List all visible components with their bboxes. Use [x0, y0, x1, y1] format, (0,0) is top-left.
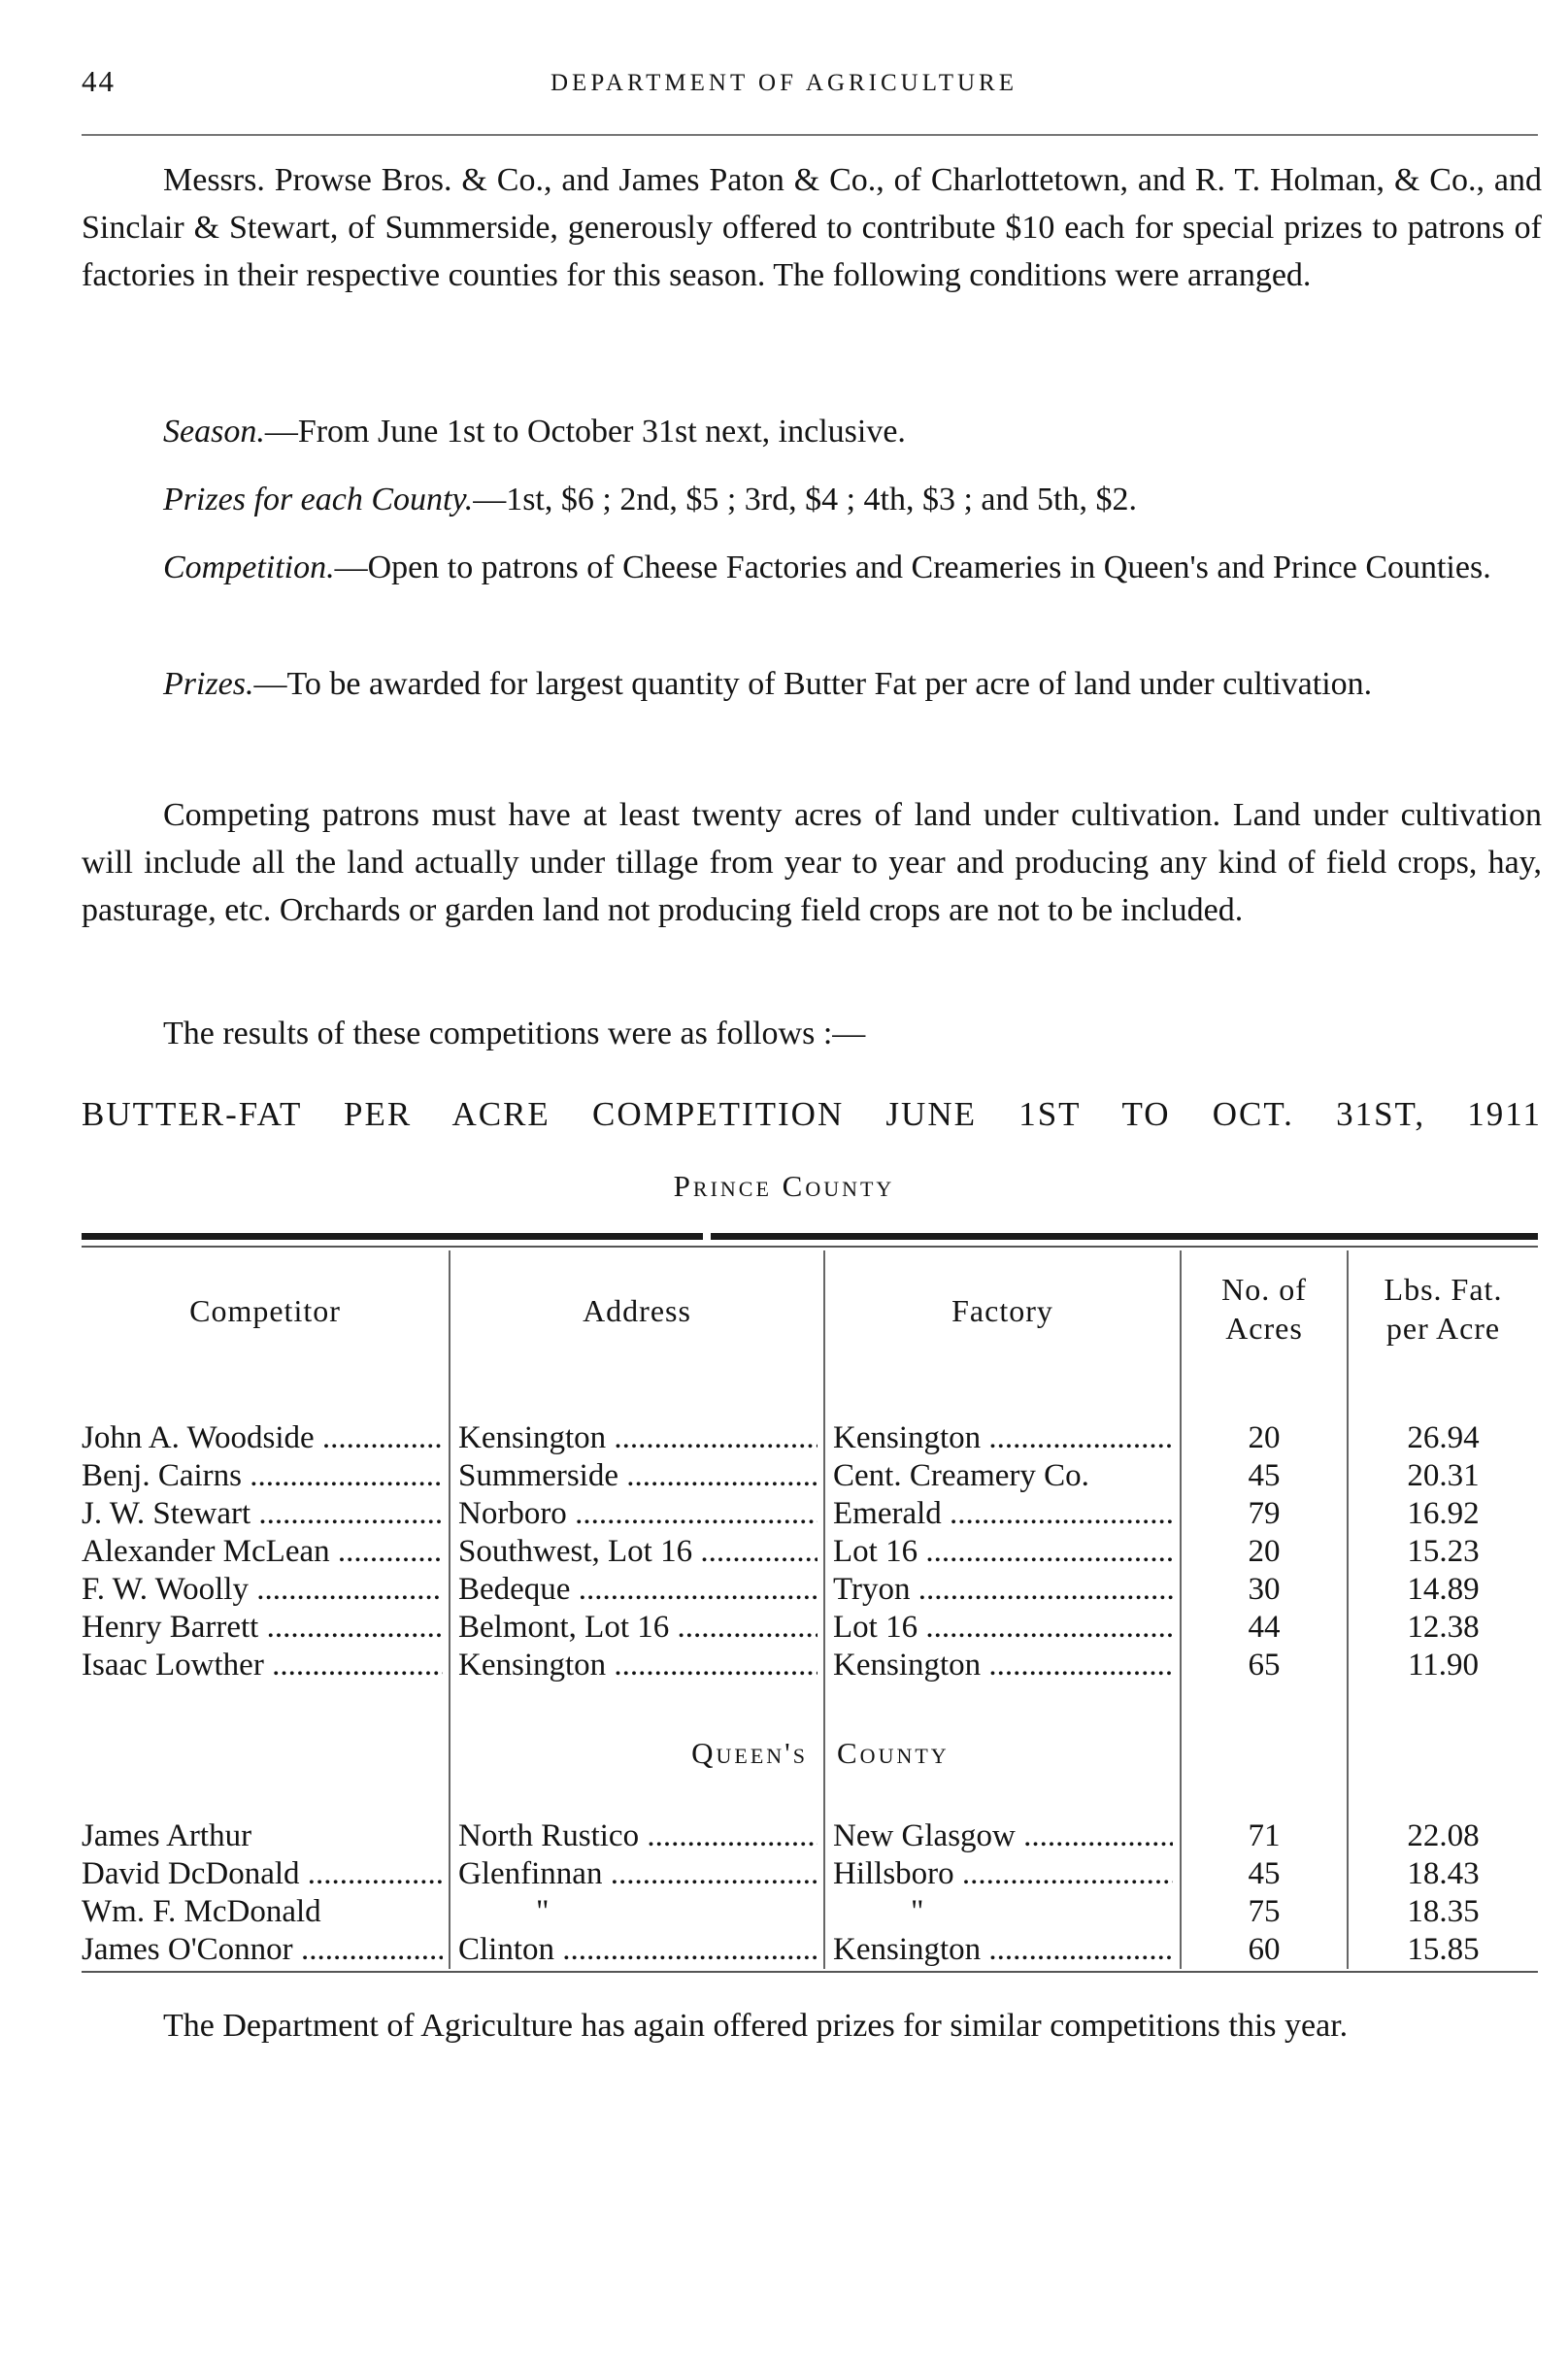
table-bottom-rule [82, 1971, 1538, 1973]
cell-address: Bedeque ..... [458, 1571, 817, 1609]
cell-competitor: J. W. Stewart ..... [82, 1495, 443, 1533]
running-title: DEPARTMENT OF AGRICULTURE [550, 70, 1018, 96]
cell-factory-ditto: " [911, 1894, 924, 1929]
cell-address: North Rustico ..... [458, 1817, 817, 1855]
cell-address: Norboro ..... [458, 1495, 817, 1533]
cell-lbs: 18.35 [1407, 1894, 1480, 1929]
cell-address: Kensington ..... [458, 1419, 817, 1457]
condition-text: —Open to patrons of Cheese Factories and Creameries in Queen's and Prince Counties. [334, 550, 1491, 585]
cell-lbs: 16.92 [1407, 1496, 1480, 1531]
condition-text: —1st, $6 ; 2nd, $5 ; 3rd, $4 ; 4th, $3 ; and 5th, $2. [473, 482, 1137, 517]
cell-factory: Lot 16 ..... [833, 1533, 1173, 1571]
cell-address: Southwest, Lot 16 ..... [458, 1533, 817, 1571]
cell-factory: Hillsboro ..... [833, 1855, 1173, 1893]
closing-paragraph: The Department of Agriculture has again offered prizes for similar competitions this year. [163, 2008, 1349, 2044]
condition-text: —To be awarded for largest quantity of Butter Fat per acre of land under cultivation. [253, 666, 1373, 702]
cell-lbs: 15.23 [1407, 1534, 1480, 1569]
col-header-lbs-line: Lbs. Fat. [1384, 1272, 1503, 1307]
col-header-address: Address [583, 1293, 691, 1328]
cell-acres: 45 [1248, 1458, 1281, 1493]
county-heading-queens: Queen's [691, 1736, 808, 1770]
cell-address: Summerside ..... [458, 1457, 817, 1495]
column-divider [449, 1250, 450, 1969]
cell-address: Kensington ..... [458, 1647, 817, 1684]
condition-competition [82, 544, 1542, 591]
cell-factory: Kensington ..... [833, 1931, 1173, 1969]
cell-competitor: Alexander McLean ..... [82, 1533, 443, 1571]
col-header-lbs-line: per Acre [1385, 1311, 1501, 1346]
condition-label: Prizes. [163, 666, 254, 702]
cell-competitor: John A. Woodside ..... [82, 1419, 443, 1457]
condition-label: Season. [163, 414, 265, 450]
table-top-rule [711, 1233, 1538, 1240]
cell-factory: Tryon ..... [833, 1571, 1173, 1609]
cell-acres: 30 [1248, 1572, 1281, 1607]
condition-label: Competition. [163, 550, 335, 585]
cell-lbs: 11.90 [1407, 1648, 1480, 1683]
cell-factory: New Glasgow ..... [833, 1817, 1173, 1855]
table-title: BUTTER-FAT PER ACRE COMPETITION JUNE 1ST TO OCT. 31ST, 1911 [82, 1095, 1542, 1133]
cell-acres: 20 [1248, 1534, 1281, 1569]
condition-prizes-per-county [82, 476, 1542, 523]
col-header-acres-line: No. of [1221, 1272, 1307, 1307]
cell-acres: 44 [1248, 1610, 1281, 1645]
cell-acres: 75 [1248, 1894, 1281, 1929]
cell-competitor: Wm. F. McDonald [82, 1894, 321, 1929]
cell-acres: 79 [1248, 1496, 1281, 1531]
condition-label: Prizes for each County. [163, 482, 474, 517]
cell-competitor: James O'Connor ..... [82, 1931, 443, 1969]
table-top-rule [82, 1233, 703, 1240]
cell-factory: Emerald ..... [833, 1495, 1173, 1533]
intro-paragraph: Messrs. Prowse Bros. & Co., and James Paton & Co., of Charlottetown, and R. T. Holman, & Co., and Sinclair & Stewart, of Summerside, generously offered to contribute $10 each for special prizes to patrons of factories in their respective counties for this season. The following conditions were arranged. [82, 162, 1542, 293]
cell-lbs: 18.43 [1407, 1856, 1480, 1891]
cell-address-ditto: " [536, 1894, 550, 1929]
col-header-acres [1182, 1270, 1347, 1348]
county-heading-prince: Prince County [673, 1169, 895, 1203]
cell-lbs: 14.89 [1407, 1572, 1480, 1607]
condition-text: —From June 1st to October 31st next, inclusive. [264, 414, 906, 450]
cell-acres: 71 [1248, 1818, 1281, 1853]
table-top-rule-thin [82, 1246, 1538, 1248]
county-heading-queens-county: County [837, 1736, 950, 1770]
col-header-competitor: Competitor [189, 1293, 341, 1328]
rules-paragraph: Competing patrons must have at least twenty acres of land under cultivation. Land under cultivation will include all the land actually under tillage from year to year and producing any kind of field crops, hay, pasturage, etc. Orchards or garden land not producing field crops are not to be included. [82, 797, 1542, 928]
condition-season [82, 408, 1542, 455]
column-divider [823, 1250, 825, 1969]
cell-factory: Lot 16 ..... [833, 1609, 1173, 1647]
col-header-acres-line: Acres [1225, 1311, 1303, 1346]
header-rule [82, 134, 1538, 136]
cell-competitor: Benj. Cairns ..... [82, 1457, 443, 1495]
cell-acres: 20 [1248, 1420, 1281, 1455]
cell-address: Glenfinnan ..... [458, 1855, 817, 1893]
cell-competitor: Henry Barrett ..... [82, 1609, 443, 1647]
cell-address: Clinton ..... [458, 1931, 817, 1969]
cell-factory: Kensington ..... [833, 1647, 1173, 1684]
cell-lbs: 12.38 [1407, 1610, 1480, 1645]
col-header-factory: Factory [951, 1293, 1053, 1328]
cell-acres: 65 [1248, 1648, 1281, 1683]
cell-competitor: James Arthur [82, 1818, 252, 1853]
cell-lbs: 20.31 [1407, 1458, 1480, 1493]
cell-competitor: David DcDonald ..... [82, 1855, 443, 1893]
cell-competitor: Isaac Lowther ..... [82, 1647, 443, 1684]
cell-lbs: 26.94 [1407, 1420, 1480, 1455]
condition-prizes [82, 660, 1542, 708]
cell-competitor: F. W. Woolly ..... [82, 1571, 443, 1609]
cell-factory: Kensington ..... [833, 1419, 1173, 1457]
cell-acres: 45 [1248, 1856, 1281, 1891]
page-number: 44 [82, 64, 116, 98]
cell-address: Belmont, Lot 16 ..... [458, 1609, 817, 1647]
col-header-lbs [1349, 1270, 1538, 1348]
cell-lbs: 15.85 [1407, 1932, 1480, 1967]
cell-acres: 60 [1248, 1932, 1281, 1967]
results-intro: The results of these competitions were as follows :— [163, 1016, 866, 1051]
cell-factory: Cent. Creamery Co. [833, 1458, 1089, 1493]
cell-lbs: 22.08 [1407, 1818, 1480, 1853]
